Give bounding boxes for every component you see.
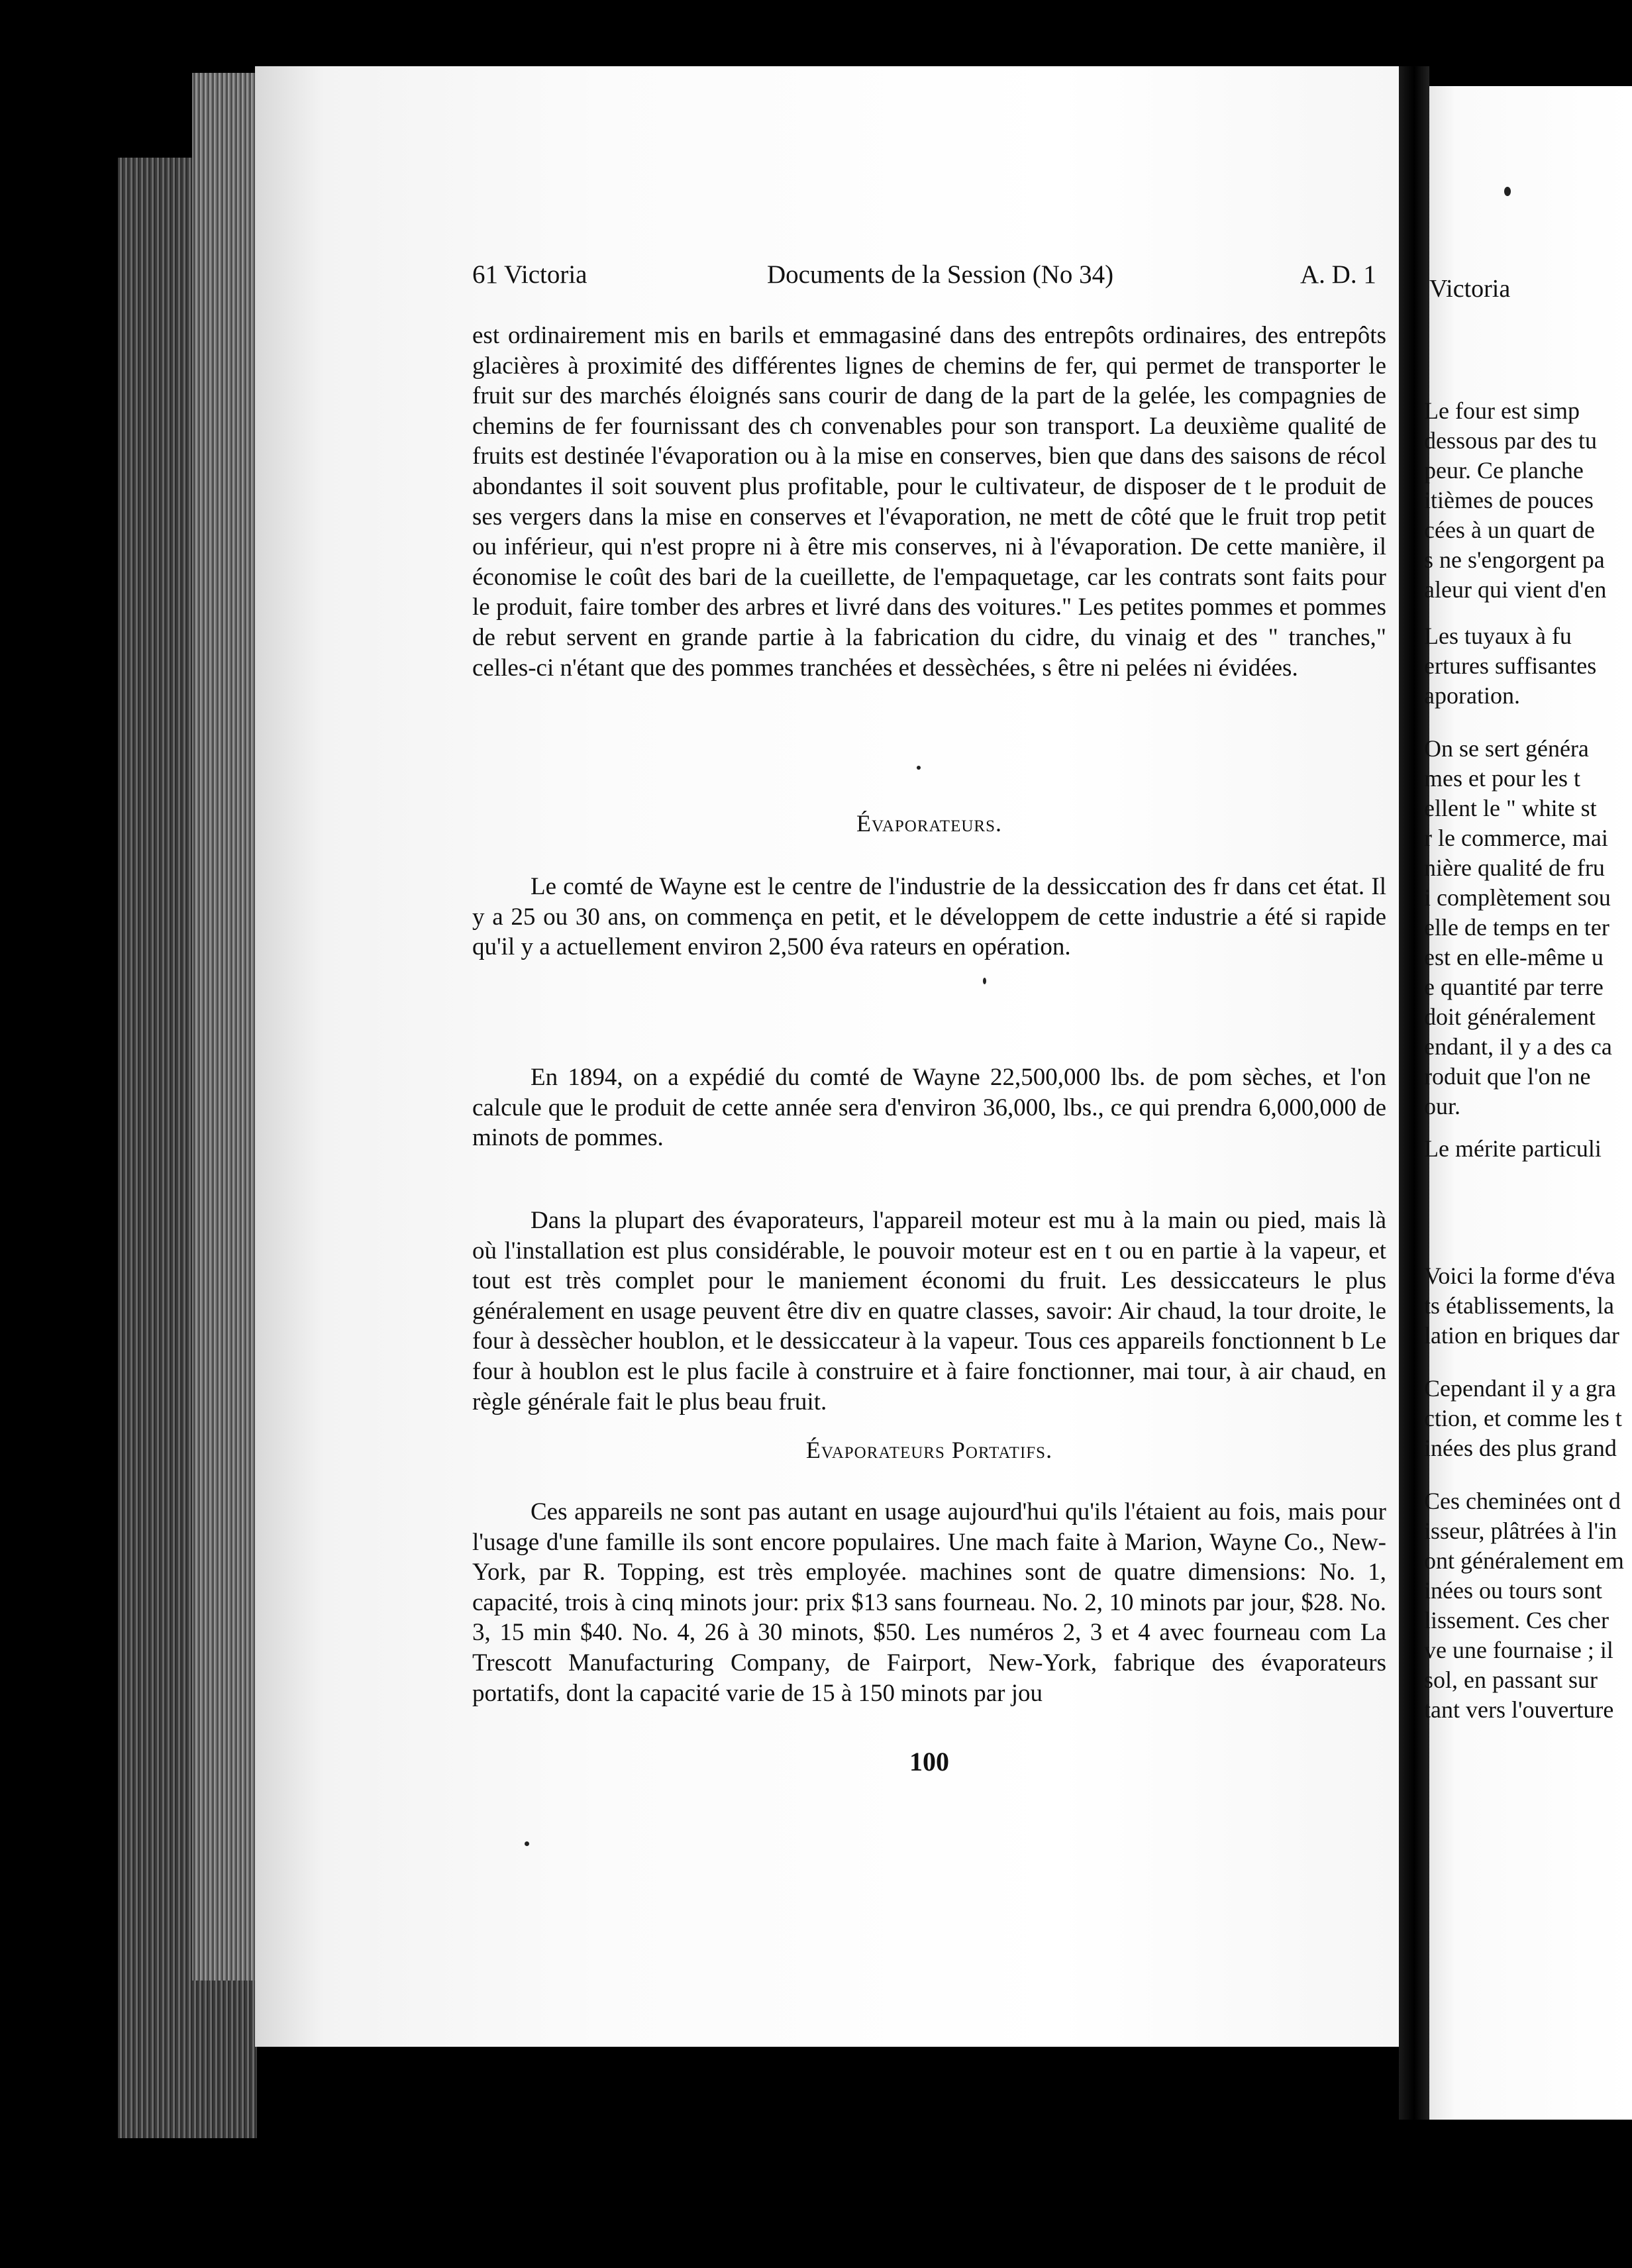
right-page-line: ts établissements, la — [1424, 1292, 1614, 1319]
header-victoria: 61 Victoria — [472, 260, 587, 289]
right-page-line: e quantité par terre — [1424, 974, 1604, 1000]
right-page-line: tant vers l'ouverture — [1424, 1696, 1614, 1723]
paragraph-text: est ordinairement mis en barils et emmagasiné dans des entrepôts ordinaires, des entrepôts glacières à proximité des différentes lignes de chemins de fer, qui permet de transporter le fruit sur des marchés éloignés sans courir de dang de la part de la gelée, les compagnies de chemins de fer fournissant des ch convenables pour son transport. La deuxième qualité de fruits est destinée l'évaporation ou à la mise en conserves, bien que dans des saisons de récol abondantes il soit souvent plus profitable, pour le cultivateur, de disposer de t le produit de ses vergers dans la mise en conserves et l'évaporation, ne mett de côté que le fruit trop petit ou inférieur, qui n'est propre ni à être mis conserves, ni à l'évaporation. De cette manière, il économise le coût des bari de la cueillette, de l'empaquetage, car les contrats sont faits pour le produit, faire tomber des arbres et livré dans des voitures." Les petites pommes et pommes de rebut servent en grande partie à la fabrication du cidre, du vinaig et des " tranches," celles-ci n'étant que des pommes tranchées et dessèchées, s être ni pelées ni évidées. — [472, 322, 1386, 682]
right-page-line: ellent le " white st — [1424, 795, 1597, 821]
paragraph-text: Ces appareils ne sont pas autant en usage aujourd'hui qu'ils l'étaient au fois, mais pour l'usage d'une famille ils sont encore populaires. Une mach faite à Marion, Wayne Co., New-York, par R. Topping, est très employée. machines sont de quatre dimensions: No. 1, capacité, trois à cinq minots jour: prix $13 sans fourneau. No. 2, 10 minots par jour, $28. No. 3, 15 min $40. No. 4, 26 à 30 minots, $50. Les numéros 2, 3 et 4 avec fourneau com La Trescott Manufacturing Company, de Fairport, New-York, fabrique des évaporateurs portatifs, dont la capacité varie de 15 à 150 minots par jou — [472, 1498, 1386, 1707]
speck — [983, 978, 986, 984]
right-page-line: endant, il y a des ca — [1424, 1033, 1612, 1060]
ink-dot — [1504, 187, 1511, 196]
right-page-line: sol, en passant sur — [1424, 1667, 1598, 1693]
right-page-line: ction, et comme les t — [1424, 1405, 1622, 1431]
right-page-line: ertures suffisantes — [1424, 652, 1597, 679]
paragraph-text: Dans la plupart des évaporateurs, l'appareil moteur est mu à la main ou pied, mais là où l'installation est plus considérable, le pouvoir moteur est en t ou en partie à la vapeur, et tout est très complet pour le maniement économi du fruit. Les dessiccateurs le plus généralement en usage peuvent être div en quatre classes, savoir: Air chaud, la tour droite, le four à dessècher houblon, et le dessiccateur à la vapeur. Tous ces appareils fonctionnent b Le four à houblon est le plus facile à construire et à faire fonctionner, mai tour, à air chaud, en règle générale fait le plus beau fruit. — [472, 1207, 1386, 1416]
paragraph-wayne-centre — [472, 872, 1386, 962]
paragraph-appareil-moteur — [472, 1206, 1386, 1417]
right-page-line: i complètement sou — [1424, 884, 1611, 911]
right-page-line: mes et pour les t — [1424, 765, 1580, 792]
right-page-block — [1424, 1374, 1632, 1463]
right-page-line: peur. Ce planche — [1424, 457, 1584, 484]
right-page-line: Le four est simp — [1424, 397, 1580, 424]
right-page-line: Ces cheminées ont d — [1424, 1488, 1621, 1514]
right-page-line: roduit que l'on ne — [1424, 1063, 1591, 1090]
right-page-line: doit généralement — [1424, 1004, 1596, 1030]
right-page-block — [1424, 1134, 1632, 1164]
right-page-line: Le mérite particuli — [1424, 1135, 1602, 1162]
header-documents-session: Documents de la Session (No 34) — [767, 260, 1114, 289]
right-page-line: isseur, plâtrées à l'in — [1424, 1518, 1617, 1544]
right-page-line: ve une fournaise ; il — [1424, 1637, 1613, 1663]
right-page-line: Cependant il y a gra — [1424, 1375, 1616, 1402]
paragraph-portatifs — [472, 1497, 1386, 1708]
right-page-line: nière qualité de fru — [1424, 854, 1605, 881]
paragraph-intro — [472, 321, 1386, 683]
right-page-line: aleur qui vient d'en — [1424, 576, 1607, 603]
page-number: 100 — [909, 1747, 949, 1777]
right-page-line: r le commerce, mai — [1424, 825, 1608, 851]
book-page-edges-outer — [192, 73, 258, 1981]
right-page-block — [1424, 1486, 1632, 1725]
speck — [525, 1841, 529, 1846]
paragraph-text: En 1894, on a expédié du comté de Wayne 22,500,000 lbs. de pom sèches, et l'on calcule que le produit de cette année sera d'environ 36,000, lbs., ce qui prendra 6,000,000 de minots de pommes. — [472, 1064, 1386, 1152]
right-page-line: s ne s'engorgent pa — [1424, 546, 1605, 573]
right-page-line: elle de temps en ter — [1424, 914, 1609, 941]
right-page-block — [1424, 734, 1632, 1121]
right-page-line: Voici la forme d'éva — [1424, 1263, 1615, 1289]
right-page-line: our. — [1424, 1093, 1461, 1119]
right-page-line: aporation. — [1424, 682, 1520, 709]
right-page-line: Les tuyaux à fu — [1424, 623, 1572, 649]
right-page-line: itièmes de pouces — [1424, 487, 1594, 513]
right-page-line: dessous par des tu — [1424, 427, 1597, 454]
right-page-block — [1424, 621, 1632, 711]
section-heading-evaporateurs-portatifs: Évaporateurs Portatifs. — [805, 1437, 1053, 1463]
right-page-line: ont généralement em — [1424, 1547, 1624, 1574]
right-page-block — [1424, 396, 1632, 605]
right-page-line: On se sert généra — [1424, 735, 1589, 762]
header-year: A. D. 1 — [1300, 260, 1376, 289]
right-page-line: inées des plus grand — [1424, 1435, 1617, 1461]
paragraph-shipments-1894 — [472, 1062, 1386, 1153]
speck — [917, 766, 921, 770]
right-page-line: cées à un quart de — [1424, 517, 1595, 543]
paragraph-text: Le comté de Wayne est le centre de l'industrie de la dessiccation des fr dans cet état. Il y a 25 ou 30 ans, on commença en petit, et le développem de cette industrie a été si rapide qu'il y a actuellement environ 2,500 éva rateurs en opération. — [472, 873, 1386, 961]
right-page-header: Victoria — [1429, 275, 1511, 303]
right-page-line: lissement. Ces cher — [1424, 1607, 1609, 1633]
right-page-line: inées ou tours sont — [1424, 1577, 1602, 1604]
right-page-line: est en elle-même u — [1424, 944, 1604, 970]
right-page-line: lation en briques dar — [1424, 1322, 1619, 1349]
right-page-block — [1424, 1261, 1632, 1351]
section-heading-evaporateurs: Évaporateurs. — [856, 810, 1002, 837]
